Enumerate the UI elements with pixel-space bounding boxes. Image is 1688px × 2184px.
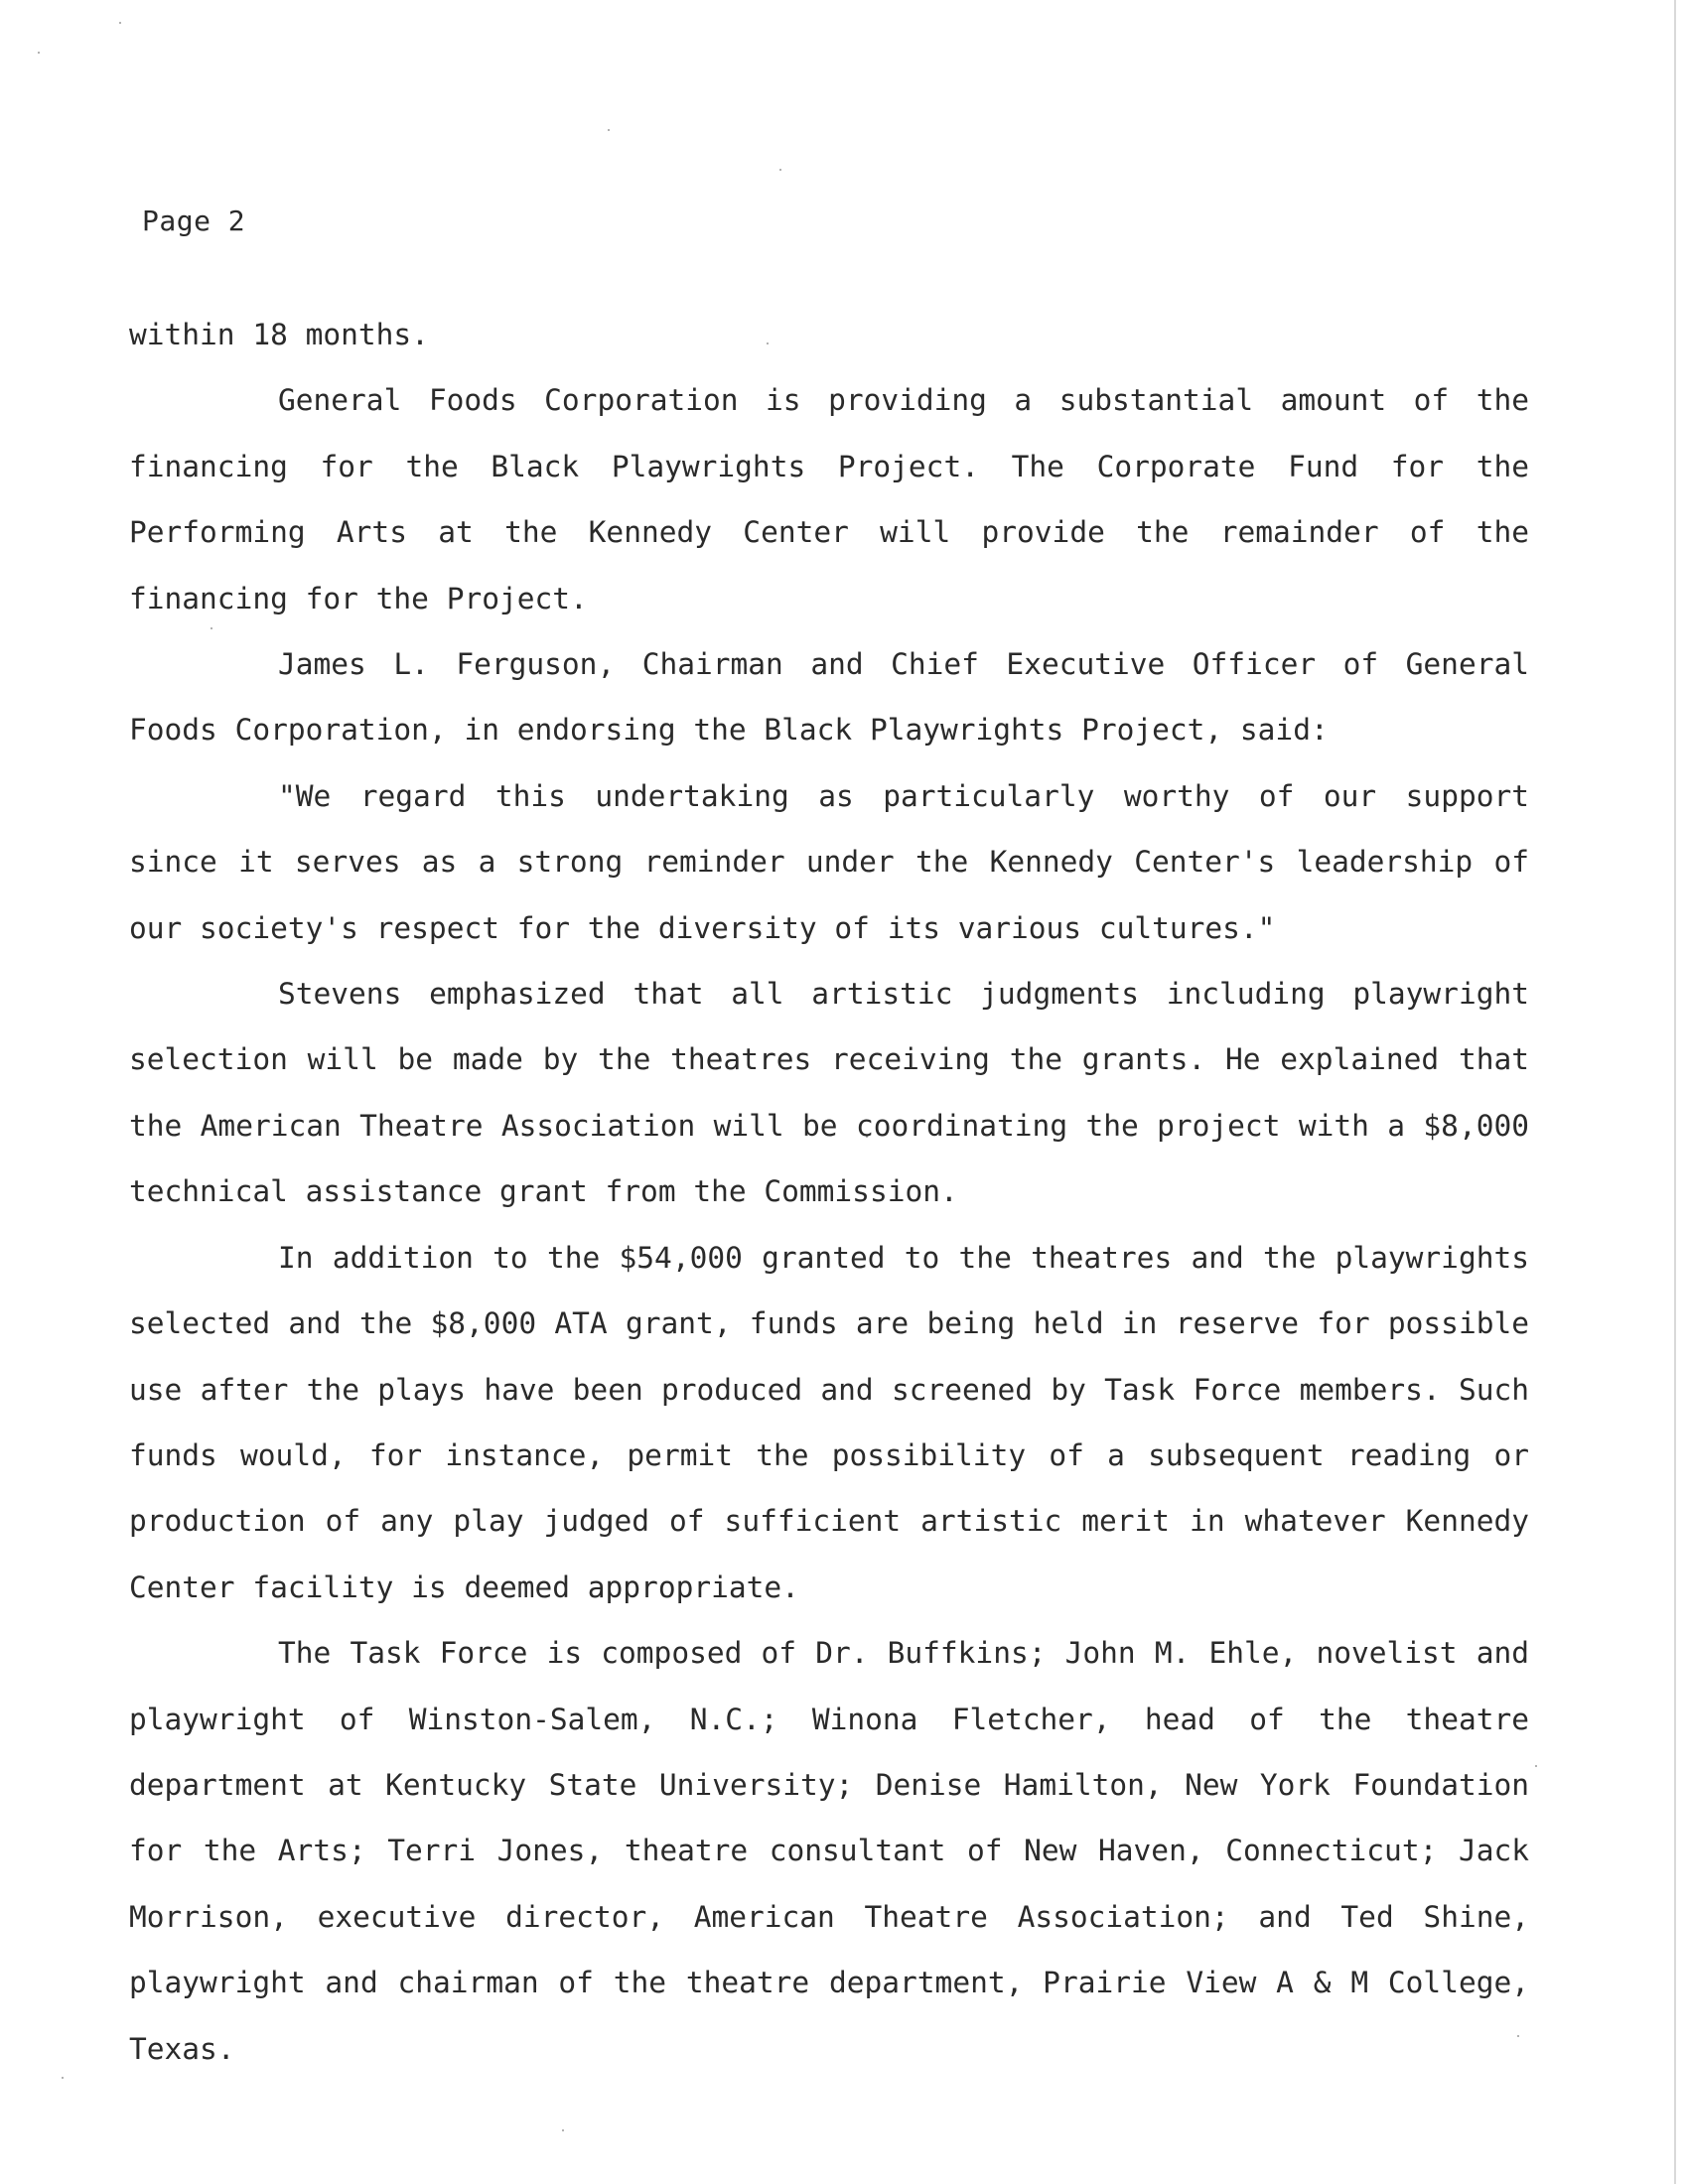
scan-speck [38, 52, 40, 54]
paragraph-financing: General Foods Corporation is providing a substantial amount of the financing for the Black Playwrights Project. The Corporate Fund for the Performing Arts at the Kennedy Center will provide the remainder of the financing for the Project. [129, 383, 1529, 615]
scan-speck [119, 22, 121, 24]
page-number: Page 2 [142, 205, 246, 237]
paragraph-stevens: Stevens emphasized that all artistic judgments including playwright selection will be made by the theatres receiving the grants. He explained that the American Theatre Association will be coordinating the project with a $8,000 technical assistance grant from the Commission. [129, 977, 1529, 1209]
paragraph-continuation: within 18 months. [129, 318, 429, 351]
scan-speck [562, 2129, 564, 2131]
body-text [129, 302, 1529, 2082]
paragraph-ferguson: James L. Ferguson, Chairman and Chief Executive Officer of General Foods Corporation, in endorsing the Black Playwrights Project, said: [129, 647, 1529, 748]
paragraph-quote: "We regard this undertaking as particularly worthy of our support since it serves as a strong reminder under the Kennedy Center's leadership of our society's respect for the diversity of its various cultures." [129, 778, 1529, 945]
scan-speck [1535, 1765, 1537, 1767]
scan-speck [779, 169, 781, 171]
scan-edge-line [1674, 0, 1676, 2184]
scan-speck [62, 2077, 64, 2079]
scan-speck [608, 129, 610, 131]
paragraph-reserve-funds: In addition to the $54,000 granted to the theatres and the playwrights selected and the $8,000 ATA grant, funds are being held in reserve for possible use after the plays have been produced and screened by Task Force members. Such funds would, for instance, permit the possibility of a subsequent reading or production of any play judged of sufficient artistic merit in whatever Kennedy Center facility is deemed appropriate. [129, 1240, 1529, 1604]
paragraph-task-force: The Task Force is composed of Dr. Buffkins; John M. Ehle, novelist and playwright of Winston-Salem, N.C.; Winona Fletcher, head of the theatre department at Kentucky State University; Denise Hamilton, New York Foundation for the Arts; Terri Jones, theatre consultant of New Haven, Connecticut; Jack Morrison, executive director, American Theatre Association; and Ted Shine, playwright and chairman of the theatre department, Prairie View A & M College, Texas. [129, 1636, 1529, 2066]
